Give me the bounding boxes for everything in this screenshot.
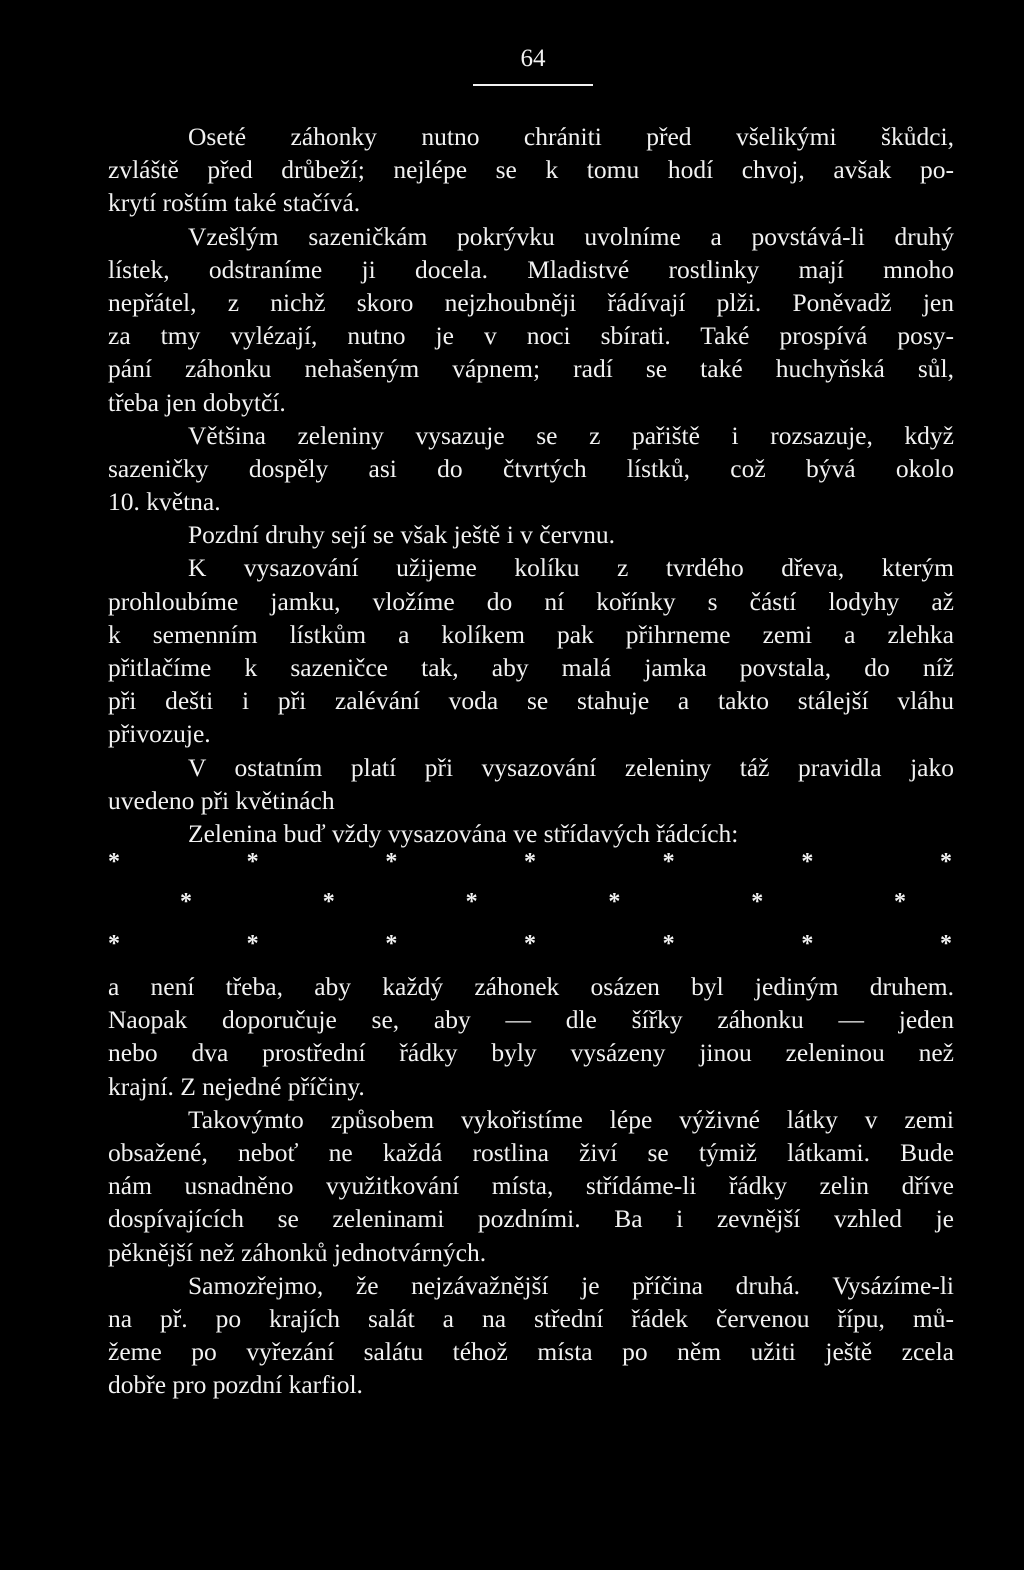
plant-star-icon: *: [180, 889, 192, 915]
text-line: nám usnadněno využitkování místa, střídáme-li řádky zelin dříve: [108, 1171, 954, 1201]
text-line: zvláště před drůbeží; nejlépe se k tomu hodí chvoj, avšak po-: [108, 155, 954, 185]
book-page: [108, 0, 954, 1570]
text-line: Naopak doporučuje se, aby — dle šířky záhonku — jeden: [108, 1005, 954, 1035]
text-line: přitlačíme k sazeničce tak, aby malá jamka povstala, do níž: [108, 653, 954, 682]
text-block-bottom: [108, 970, 954, 1401]
plant-star-icon: *: [894, 889, 906, 915]
text-line: Většina zeleniny vysazuje se z pařiště i rozsazuje, když: [188, 420, 954, 450]
text-line: obsažené, neboť ne každá rostlina živí se týmiž látkami. Bude: [108, 1137, 954, 1167]
text-line: lístek, odstraníme ji docela. Mladistvé rostlinky mají mnoho: [108, 254, 954, 284]
plant-star-icon: *: [385, 849, 398, 875]
text-line: V ostatním platí při vysazování zeleniny táž pravidla jako: [188, 752, 954, 782]
text-line: dobře pro pozdní karfiol.: [108, 1370, 363, 1400]
text-line: pání záhonku nehašeným vápnem; radí se také huchyňská sůl,: [108, 354, 954, 384]
plant-star-icon: *: [940, 931, 952, 957]
plant-star-icon: *: [108, 849, 120, 875]
plant-star-icon: *: [465, 889, 478, 915]
text-line: Vzešlým sazeničkám pokrývku uvolníme a povstává-li druhý: [188, 221, 954, 251]
text-block-top: [108, 120, 954, 850]
plant-star-icon: *: [524, 931, 536, 957]
text-line: krajní. Z nejedné příčiny.: [108, 1071, 365, 1101]
text-line: 10. května.: [108, 487, 221, 517]
page-number: 64: [520, 45, 546, 72]
plant-star-icon: *: [751, 889, 764, 915]
planting-pattern-diagram: [108, 848, 954, 978]
text-line: nepřátel, z nichž skoro nejzhoubněji řádívají plži. Poněvadž jen: [108, 287, 954, 317]
plant-star-icon: *: [801, 849, 814, 875]
plant-star-icon: *: [524, 849, 536, 875]
text-line: uvedeno při květinách: [108, 785, 335, 815]
text-line: krytí roštím také stačívá.: [108, 188, 361, 218]
plant-star-icon: *: [385, 931, 398, 957]
text-line: prohloubíme jamku, vložíme do ní kořínky s částí lodyhy až: [108, 586, 954, 616]
plant-star-icon: *: [246, 931, 259, 957]
text-line: pěknější než záhonků jednotvárných.: [108, 1237, 487, 1267]
text-line: Pozdní druhy sejí se však ještě i v červnu.: [188, 520, 616, 550]
header-rule: [473, 84, 593, 86]
plant-star-icon: *: [246, 849, 259, 875]
text-line: Takovýmto způsobem vykořistíme lépe výživné látky v zemi: [188, 1104, 954, 1134]
text-line: sazeničky dospěly asi do čtvrtých lístků, což bývá okolo: [108, 453, 954, 483]
text-line: třeba jen dobytčí.: [108, 387, 286, 417]
plant-star-icon: *: [608, 889, 621, 915]
text-line: přivozuje.: [108, 719, 211, 749]
text-line: na př. po krajích salát a na střední řádek červenou řípu, mů-: [108, 1303, 954, 1333]
text-line: při dešti i při zalévání voda se stahuje a takto stálejší vláhu: [108, 686, 954, 716]
text-line: k semenním lístkům a kolíkem pak přihrneme zemi a zlehka: [108, 619, 954, 649]
plant-star-icon: *: [108, 931, 120, 957]
plant-star-icon: *: [322, 889, 335, 915]
plant-star-icon: *: [662, 849, 675, 875]
plant-star-icon: *: [801, 931, 814, 957]
text-line: K vysazování užijeme kolíku z tvrdého dřeva, kterým: [188, 553, 954, 583]
text-line: Samozřejmo, že nejzávažnější je příčina druhá. Vysázíme-li: [188, 1270, 954, 1300]
text-line: Zelenina buď vždy vysazována ve střídavých řádcích:: [188, 818, 739, 848]
text-line: žeme po vyřezání salátu téhož místa po něm užiti ještě zcela: [108, 1337, 954, 1367]
text-line: nebo dva prostřední řádky byly vysázeny jinou zeleninou než: [108, 1038, 954, 1068]
plant-star-icon: *: [940, 849, 952, 875]
text-line: Oseté záhonky nutno chrániti před všelikými škůdci,: [188, 122, 954, 151]
text-line: dospívajících se zeleninami pozdními. Ba i zevnější vzhled je: [108, 1204, 954, 1234]
text-line: a není třeba, aby každý záhonek osázen byl jediným druhem.: [108, 972, 954, 1001]
plant-star-icon: *: [662, 931, 675, 957]
text-line: za tmy vylézají, nutno je v noci sbírati. Také prospívá posy-: [108, 321, 954, 351]
